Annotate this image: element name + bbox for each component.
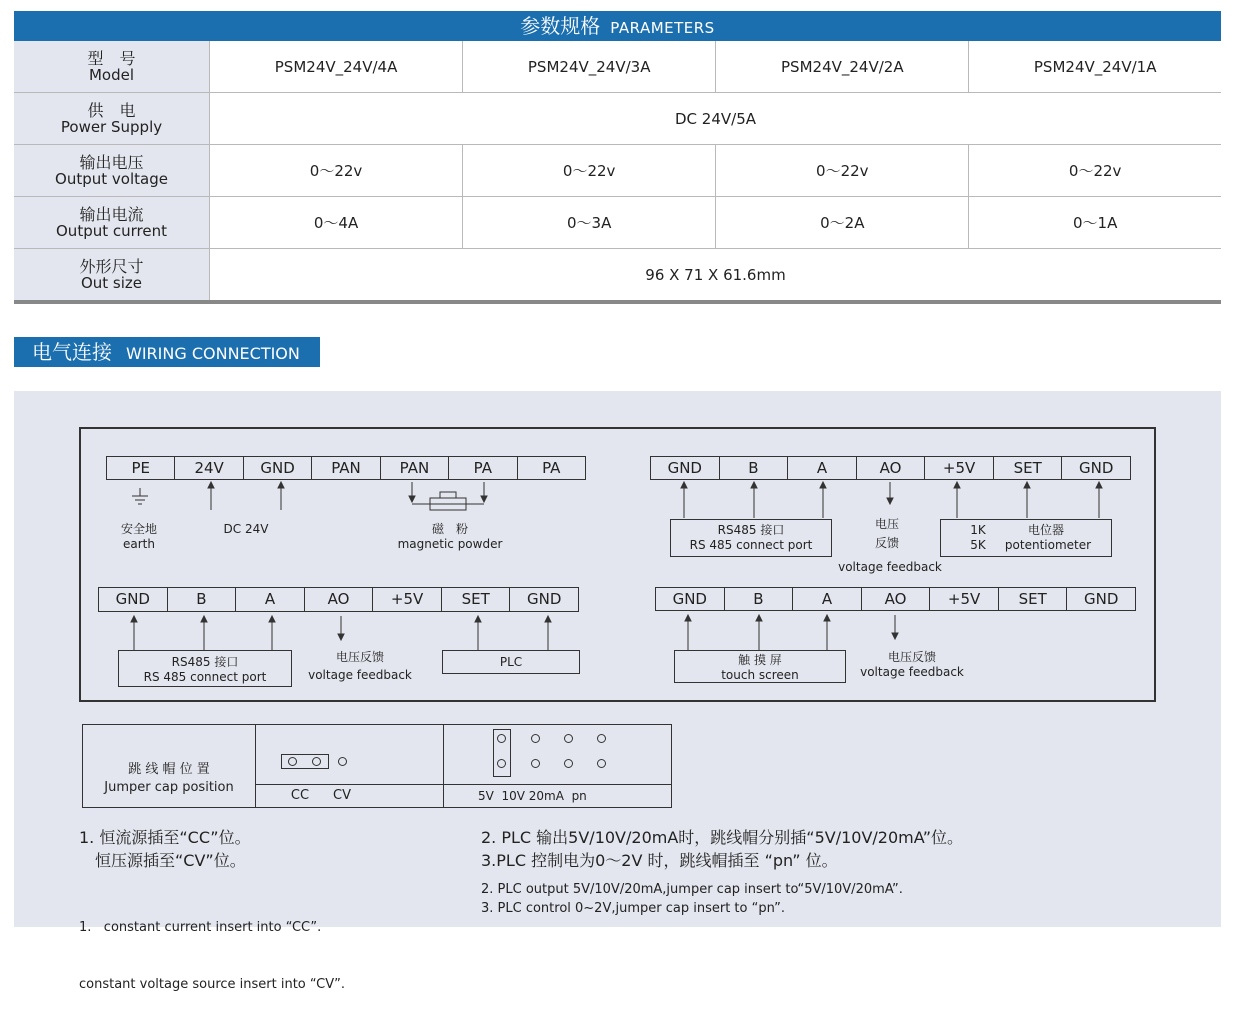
- terminal: PA: [449, 457, 517, 479]
- plc-box: PLC: [442, 650, 580, 674]
- row-label: 输出电压 Output voltage: [14, 145, 210, 197]
- parameters-table: [14, 41, 1221, 304]
- table-cell: 0～22v: [463, 145, 716, 197]
- terminal: AO: [862, 588, 931, 610]
- table-row: [14, 93, 1221, 145]
- note-cc-cv-en: 1. constant current insert into “CC”. constant voltage source insert into “CV”.: [79, 920, 345, 992]
- terminal: +5V: [930, 588, 999, 610]
- touchscreen-box: 触 摸 屏 touch screen: [674, 650, 846, 683]
- terminal-strip-plc: [98, 587, 579, 612]
- row-label: 外形尺寸 Out size: [14, 249, 210, 303]
- terminal: GND: [1084, 590, 1119, 608]
- rs485-box: RS485 接口 RS 485 connect port: [670, 519, 832, 557]
- terminal: GND: [651, 457, 720, 479]
- parameters-title-bar: [14, 11, 1221, 41]
- pin-icon: [564, 734, 573, 743]
- table-cell: 0～1A: [969, 197, 1221, 249]
- earth-label: 安全地 earth: [120, 522, 157, 551]
- terminal: 24V: [175, 457, 243, 479]
- feedback-en-top: voltage feedback: [838, 560, 942, 574]
- feedback-label-bottom-left: 电压反馈 voltage feedback: [308, 650, 412, 682]
- note-cc-cv-cn: 1. 恒流源插至“CC”位。 恒压源插至“CV”位。: [79, 828, 251, 870]
- terminal: +5V: [373, 588, 442, 611]
- table-cell: 0～22v: [716, 145, 969, 197]
- wiring-title-cn: 电气连接: [32, 340, 112, 364]
- terminal: A: [236, 588, 305, 611]
- potentiometer-arrows: [650, 480, 1135, 520]
- pin-icon: [531, 759, 540, 768]
- terminal: SET: [994, 457, 1063, 479]
- terminal: PAN: [381, 457, 449, 479]
- table-row: [14, 41, 1221, 93]
- terminal: GND: [99, 588, 168, 611]
- table-cell: 0～22v: [969, 145, 1221, 197]
- wiring-title-bar: [14, 337, 320, 367]
- dc24v-label: DC 24V: [223, 522, 269, 536]
- terminal: GND: [1079, 459, 1114, 477]
- terminal: B: [725, 588, 794, 610]
- terminal: PAN: [312, 457, 380, 479]
- table-row: [14, 249, 1221, 303]
- pin-icon: [497, 759, 506, 768]
- pin-icon: [288, 757, 297, 766]
- cv-label: CV: [333, 788, 351, 803]
- row-label: 输出电流 Output current: [14, 197, 210, 249]
- table-cell: PSM24V_24V/3A: [463, 41, 716, 93]
- table-cell: PSM24V_24V/4A: [210, 41, 463, 93]
- terminal: AO: [305, 588, 374, 611]
- terminal-strip-touchscreen: [655, 587, 1136, 611]
- table-cell: 0～3A: [463, 197, 716, 249]
- terminal: A: [788, 457, 857, 479]
- row-label: 供 电 Power Supply: [14, 93, 210, 145]
- note-plc-cn: 2. PLC 输出5V/10V/20mA时，跳线帽分别插“5V/10V/20mA”位。 3.PLC 控制电为0～2V 时，跳线帽插至 “pn” 位。: [481, 828, 963, 870]
- terminal: AO: [857, 457, 926, 479]
- feedback-label-top: 电压 反馈: [874, 517, 899, 550]
- potentiometer-box: 1K 5K 电位器 potentiometer: [940, 519, 1112, 557]
- terminal: +5V: [925, 457, 994, 479]
- terminal: SET: [442, 588, 511, 611]
- table-cell: 0～2A: [716, 197, 969, 249]
- parameters-title-en: PARAMETERS: [610, 19, 715, 37]
- magnetic-powder-label: 磁 粉 magnetic powder: [397, 522, 503, 551]
- power-arrows: [100, 480, 600, 520]
- table-row: [14, 197, 1221, 249]
- table-cell: PSM24V_24V/2A: [716, 41, 969, 93]
- pin-icon: [338, 757, 347, 766]
- terminal: PA: [542, 459, 561, 477]
- terminal: GND: [527, 590, 562, 608]
- table-row: [14, 145, 1221, 197]
- pin-icon: [597, 734, 606, 743]
- terminal: PE: [107, 457, 175, 479]
- table-cell: PSM24V_24V/1A: [969, 41, 1221, 93]
- table-cell: 0～22v: [210, 145, 463, 197]
- parameters-title-cn: 参数规格: [520, 14, 601, 38]
- pin-icon: [312, 757, 321, 766]
- jumper-label: 跳 线 帽 位 置 Jumper cap position: [104, 762, 234, 795]
- terminal: B: [168, 588, 237, 611]
- pin-icon: [497, 734, 506, 743]
- terminal: GND: [656, 588, 725, 610]
- table-cell: DC 24V/5A: [210, 93, 1222, 145]
- row-label: 型 号 Model: [14, 41, 210, 93]
- pin-icon: [597, 759, 606, 768]
- terminal: GND: [244, 457, 312, 479]
- note-plc-en: 2. PLC output 5V/10V/20mA,jumper cap insert to“5V/10V/20mA”. 3. PLC control 0~2V,jumper cap insert to “pn”.: [481, 882, 903, 916]
- terminal-strip-power: [106, 456, 586, 480]
- cc-label: CC: [290, 788, 310, 803]
- terminal-strip-potentiometer: [650, 456, 1131, 480]
- pin-icon: [531, 734, 540, 743]
- feedback-label-bottom-right: 电压反馈 voltage feedback: [860, 650, 964, 679]
- touchscreen-arrows: [655, 611, 955, 653]
- terminal: B: [720, 457, 789, 479]
- plc-pin-caption: 5V 10V 20mA pn: [478, 789, 587, 803]
- table-cell: 0～4A: [210, 197, 463, 249]
- plc-arrows: [98, 612, 583, 652]
- rs485-box-bottom: RS485 接口 RS 485 connect port: [118, 650, 292, 687]
- table-cell: 96 X 71 X 61.6mm: [210, 249, 1222, 303]
- terminal: SET: [999, 588, 1068, 610]
- pin-icon: [564, 759, 573, 768]
- jumper-table: [82, 724, 672, 808]
- wiring-title-en: WIRING CONNECTION: [126, 344, 300, 363]
- terminal: A: [793, 588, 862, 610]
